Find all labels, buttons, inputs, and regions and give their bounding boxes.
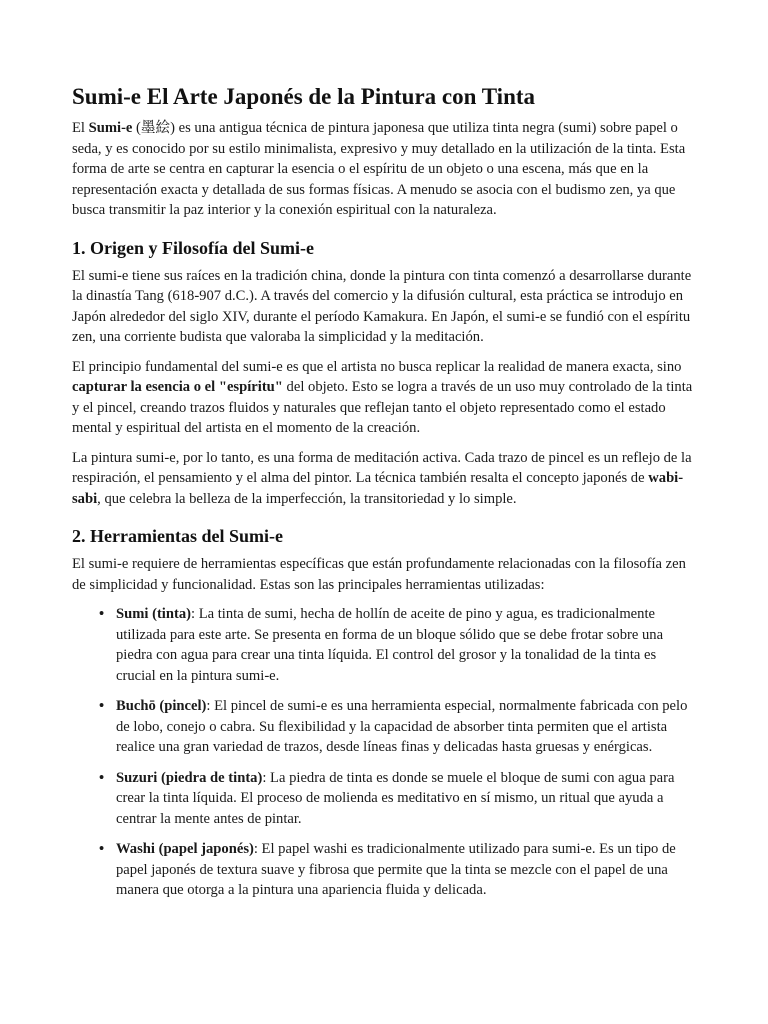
list-item (99, 696, 696, 758)
bullet-icon: • (99, 606, 105, 622)
section-heading-origen: 1. Origen y Filosofía del Sumi-e (72, 237, 314, 258)
intro-paragraph (72, 118, 696, 221)
list-item-text: : La tinta de sumi, hecha de hollín de aceite de pino y agua, es tradicionalmente utilizada para este arte. Se presenta en forma de un bloque sólido que se debe frotar sobre una piedra con agua para crear una tinta líquida. El control del grosor y la tonalidad de la tinta es crucial en la pintura sumi-e. (116, 606, 664, 684)
section2-paragraph-1: El sumi-e requiere de herramientas específicas que están profundamente relacionadas con la filosofía zen de simplicidad y funcionalidad. Estas son las principales herramientas utilizadas: (72, 556, 686, 593)
intro-pre: El (72, 120, 89, 136)
section1-p2-bold: capturar la esencia o el "espíritu" (72, 379, 283, 395)
intro-term: Sumi-e (88, 120, 133, 136)
document-title: Sumi-e El Arte Japonés de la Pintura con Tinta (72, 84, 536, 109)
section1-paragraph-1: El sumi-e tiene sus raíces en la tradición china, donde la pintura con tinta comenzó a desarrollarse durante la dinastía Tang (618-907 d.C.). A través del comercio y la difusión cultural, esta práctica se introdujo en Japón alrededor del siglo XIV, durante el período Kamakura. En Japón, el sumi-e se fundió con el espíritu zen, una corriente budista que valoraba la simplicidad y la meditación. (72, 267, 692, 345)
list-item-term: Buchō (pincel) (116, 698, 207, 714)
bullet-icon: • (99, 769, 105, 786)
section-heading-herramientas: 2. Herramientas del Sumi-e (72, 526, 283, 546)
section1-p3-pre: La pintura sumi-e, por lo tanto, es una forma de meditación activa. Cada trazo de pincel es un reflejo de la respiración, el pensamiento y el alma del pintor. La técnica también resalta el concepto japonés de (72, 449, 692, 486)
bullet-icon: • (99, 698, 105, 714)
list-item (99, 839, 696, 901)
list-item-term: Washi (papel japonés) (116, 841, 254, 857)
tools-list (72, 604, 696, 901)
list-item-text: : El pincel de sumi-e es una herramienta especial, normalmente fabricada con pelo de lobo, conejo o cabra. Su flexibilidad y la capacidad de absorber tinta permiten que el artista realice una gran variedad de trazos, desde líneas finas y delicadas hasta gruesas y enérgicas. (116, 698, 688, 755)
list-item (99, 604, 696, 686)
bullet-icon: • (99, 841, 105, 857)
section1-p2-pre: El principio fundamental del sumi-e es que el artista no busca replicar la realidad de manera exacta, sino (72, 358, 682, 375)
section1-p3-post: , que celebra la belleza de la imperfección, la transitoriedad y lo simple. (97, 490, 517, 507)
list-item-text: : El papel washi es tradicionalmente utilizado para sumi-e. Es un tipo de papel japonés de textura suave y fibrosa que permite que la tinta se mezcle con el papel de una manera que otorga a la pintura una apariencia fluida y delicada. (116, 841, 676, 898)
list-item-term: Suzuri (piedra de tinta) (116, 769, 263, 786)
section1-paragraph-2 (72, 357, 696, 439)
section1-paragraph-3 (72, 448, 696, 510)
list-item (99, 768, 696, 830)
section1-p2-post: del objeto. Esto se logra a través de un uso muy controlado de la tinta y el pincel, creando trazos fluidos y naturales que reflejan tanto el objeto representado como el estado mental y espiritual del artista en el momento de la creación. (72, 379, 693, 436)
list-item-term: Sumi (tinta) (116, 606, 191, 622)
section1-p3-bold: wabi-sabi (72, 470, 684, 507)
list-item-text: : La piedra de tinta es donde se muele el bloque de sumi con agua para crear la tinta líquida. El proceso de molienda es meditativo en sí mismo, un ritual que ayuda a centrar la mente antes de pintar. (116, 769, 675, 827)
intro-post: (墨絵) es una antigua técnica de pintura japonesa que utiliza tinta negra (sumi) sobre papel o seda, y es conocido por su estilo minimalista, expresivo y muy detallado en la utilización de la tinta. Esta forma de arte se centra en capturar la esencia o el espíritu de un objeto o una escena, más que en la representación exacta y detallada de sus formas físicas. A menudo se asocia con el budismo zen, ya que busca transmitir la paz interior y la conexión espiritual con la naturaleza. (72, 120, 686, 218)
